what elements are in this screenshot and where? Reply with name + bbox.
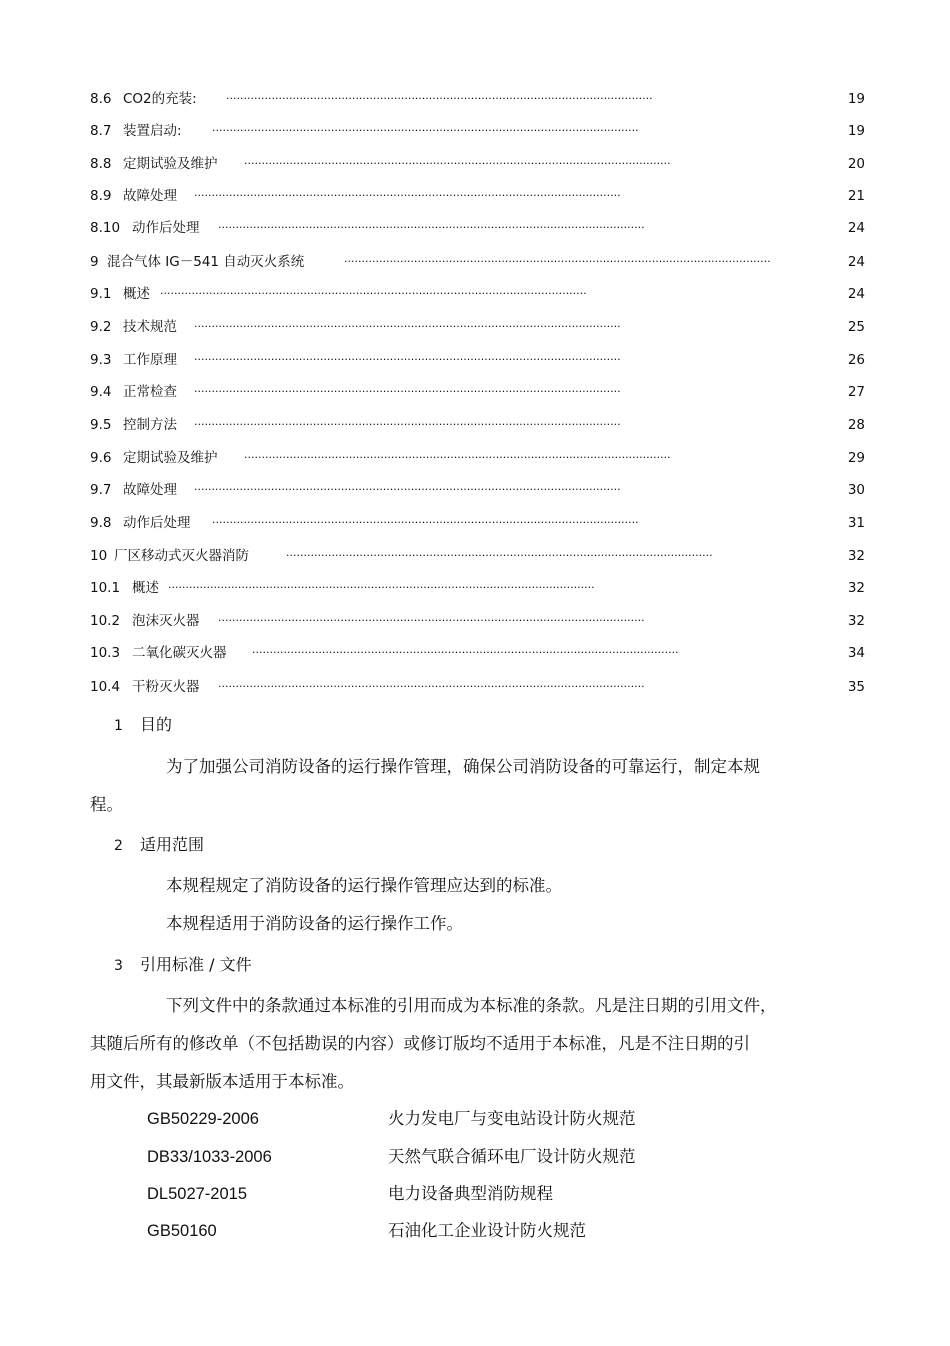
toc-entry-title: 技术规范 [123,319,177,335]
reference-code: DB33/1033-2006 [147,1148,272,1166]
reference-title: 火力发电厂与变电站设计防火规范 [388,1109,636,1128]
toc-entry-title: 动作后处理 [132,220,200,236]
paragraph-line: 程。 [90,795,123,814]
toc-entry [90,643,865,663]
toc-entry-title: 工作原理 [123,352,177,368]
toc-leader-dots: .......................................................................................................................... [244,154,671,167]
toc-entry-number: 8.8 [90,156,112,172]
toc-entry-number: 10.1 [90,580,121,596]
toc-entry-title: 概述 [132,580,159,596]
toc-entry [90,218,865,238]
toc-leader-dots: .......................................................................................................................... [194,350,621,363]
toc-entry-page: 25 [847,319,865,335]
toc-leader-dots: .......................................................................................................................... [168,578,595,591]
toc-entry-page: 31 [847,515,865,531]
toc-entry-page: 32 [847,548,865,564]
toc-leader-dots: .......................................................................................................................... [212,121,639,134]
section-number: 3 [114,958,123,974]
toc-entry-title: 动作后处理 [123,515,191,531]
toc-entry-title: 装置启动: [123,123,182,139]
toc-entry-page: 35 [847,679,865,695]
toc-entry-number: 9.4 [90,384,112,400]
toc-entry-title: 正常检查 [123,384,177,400]
toc-entry [90,578,865,598]
toc-leader-dots: .......................................................................................................................... [252,643,679,656]
paragraph-line: 其随后所有的修改单（不包括勘误的内容）或修订版均不适用于本标准，凡是不注日期的引 [90,1034,750,1053]
reference-row [147,1108,847,1130]
toc-leader-dots: .......................................................................................................................... [218,218,645,231]
section-heading [114,954,252,977]
section-title: 适用范围 [140,835,205,854]
toc-entry-number: 8.9 [90,188,112,204]
toc-entry-page: 24 [847,220,865,236]
section-number: 2 [114,838,123,854]
toc-entry-page: 27 [847,384,865,400]
toc-leader-dots: .......................................................................................................................... [226,89,653,102]
toc-entry-page: 24 [847,286,865,302]
reference-code: DL5027-2015 [147,1185,247,1203]
toc-entry [90,89,865,109]
paragraph-line: 本规程规定了消防设备的运行操作管理应达到的标准。 [166,876,562,895]
section-title: 引用标准 / 文件 [140,955,252,974]
toc-leader-dots: .......................................................................................................................... [194,480,621,493]
toc-entry-title: 厂区移动式灭火器消防 [114,548,249,564]
toc-entry-title: 混合气体 IG－541 自动灭火系统 [107,254,305,270]
toc-entry [90,546,865,566]
toc-entry-number: 10.2 [90,613,121,629]
toc-leader-dots: .......................................................................................................................... [194,186,621,199]
toc-entry-title: 概述 [123,286,150,302]
reference-title: 天然气联合循环电厂设计防火规范 [388,1147,636,1166]
toc-entry-title: CO2的充装: [123,91,197,107]
section-title: 目的 [140,715,173,734]
reference-title: 电力设备典型消防规程 [388,1184,553,1203]
toc-entry [90,186,865,206]
toc-entry-number: 9.3 [90,352,112,368]
toc-entry-number: 8.6 [90,91,112,107]
section-number: 1 [114,718,123,734]
toc-entry [90,513,865,533]
paragraph-line: 下列文件中的条款通过本标准的引用而成为本标准的条款。凡是注日期的引用文件， [166,996,777,1015]
toc-entry-number: 10 [90,548,108,564]
toc-leader-dots: .......................................................................................................................... [194,317,621,330]
paragraph-line: 本规程适用于消防设备的运行操作工作。 [166,914,463,933]
toc-entry [90,252,865,272]
toc-leader-dots: .......................................................................................................................... [194,382,621,395]
toc-entry [90,350,865,370]
toc-entry-page: 34 [847,645,865,661]
section-heading [114,834,204,857]
toc-entry-page: 32 [847,580,865,596]
reference-code: GB50160 [147,1222,217,1240]
reference-row [147,1220,847,1242]
reference-row [147,1146,847,1168]
toc-entry [90,121,865,141]
toc-entry-title: 二氧化碳灭火器 [132,645,227,661]
paragraph-line: 用文件，其最新版本适用于本标准。 [90,1072,354,1091]
reference-title: 石油化工企业设计防火规范 [388,1221,586,1240]
toc-entry-page: 21 [847,188,865,204]
toc-leader-dots: .......................................................................................................................... [344,252,771,265]
toc-leader-dots: .......................................................................................................................... [244,448,671,461]
reference-code: GB50229-2006 [147,1110,259,1128]
toc-entry [90,611,865,631]
section-heading [114,714,172,737]
toc-entry-number: 9 [90,254,99,270]
toc-entry-number: 9.6 [90,450,112,466]
toc-entry-number: 9.5 [90,417,112,433]
paragraph-line: 为了加强公司消防设备的运行操作管理，确保公司消防设备的可靠运行，制定本规 [166,757,760,776]
toc-entry-page: 20 [847,156,865,172]
toc-entry-title: 故障处理 [123,482,177,498]
toc-entry-number: 9.2 [90,319,112,335]
toc-entry [90,154,865,174]
toc-entry [90,480,865,500]
toc-entry-number: 8.10 [90,220,121,236]
toc-entry-page: 26 [847,352,865,368]
toc-entry [90,415,865,435]
toc-entry [90,284,865,304]
toc-entry-number: 9.8 [90,515,112,531]
toc-entry-page: 19 [847,91,865,107]
reference-row [147,1183,847,1205]
toc-entry-title: 定期试验及维护 [123,450,218,466]
toc-leader-dots: .......................................................................................................................... [194,415,621,428]
toc-entry-number: 9.1 [90,286,112,302]
toc-entry [90,677,865,697]
toc-entry [90,382,865,402]
toc-entry-title: 故障处理 [123,188,177,204]
toc-entry-page: 19 [847,123,865,139]
toc-entry-title: 干粉灭火器 [132,679,200,695]
toc-leader-dots: .......................................................................................................................... [286,546,713,559]
toc-entry-number: 9.7 [90,482,112,498]
toc-leader-dots: .......................................................................................................................... [218,611,645,624]
toc-entry-page: 32 [847,613,865,629]
toc-entry-page: 30 [847,482,865,498]
toc-entry-page: 24 [847,254,865,270]
toc-leader-dots: .......................................................................................................................... [218,677,645,690]
toc-entry [90,448,865,468]
toc-entry-title: 定期试验及维护 [123,156,218,172]
toc-entry-page: 28 [847,417,865,433]
toc-entry-title: 控制方法 [123,417,177,433]
toc-entry-number: 8.7 [90,123,112,139]
toc-leader-dots: .......................................................................................................................... [160,284,587,297]
toc-entry [90,317,865,337]
toc-entry-number: 10.3 [90,645,121,661]
toc-entry-title: 泡沫灭火器 [132,613,200,629]
toc-leader-dots: .......................................................................................................................... [212,513,639,526]
toc-entry-page: 29 [847,450,865,466]
toc-entry-number: 10.4 [90,679,121,695]
